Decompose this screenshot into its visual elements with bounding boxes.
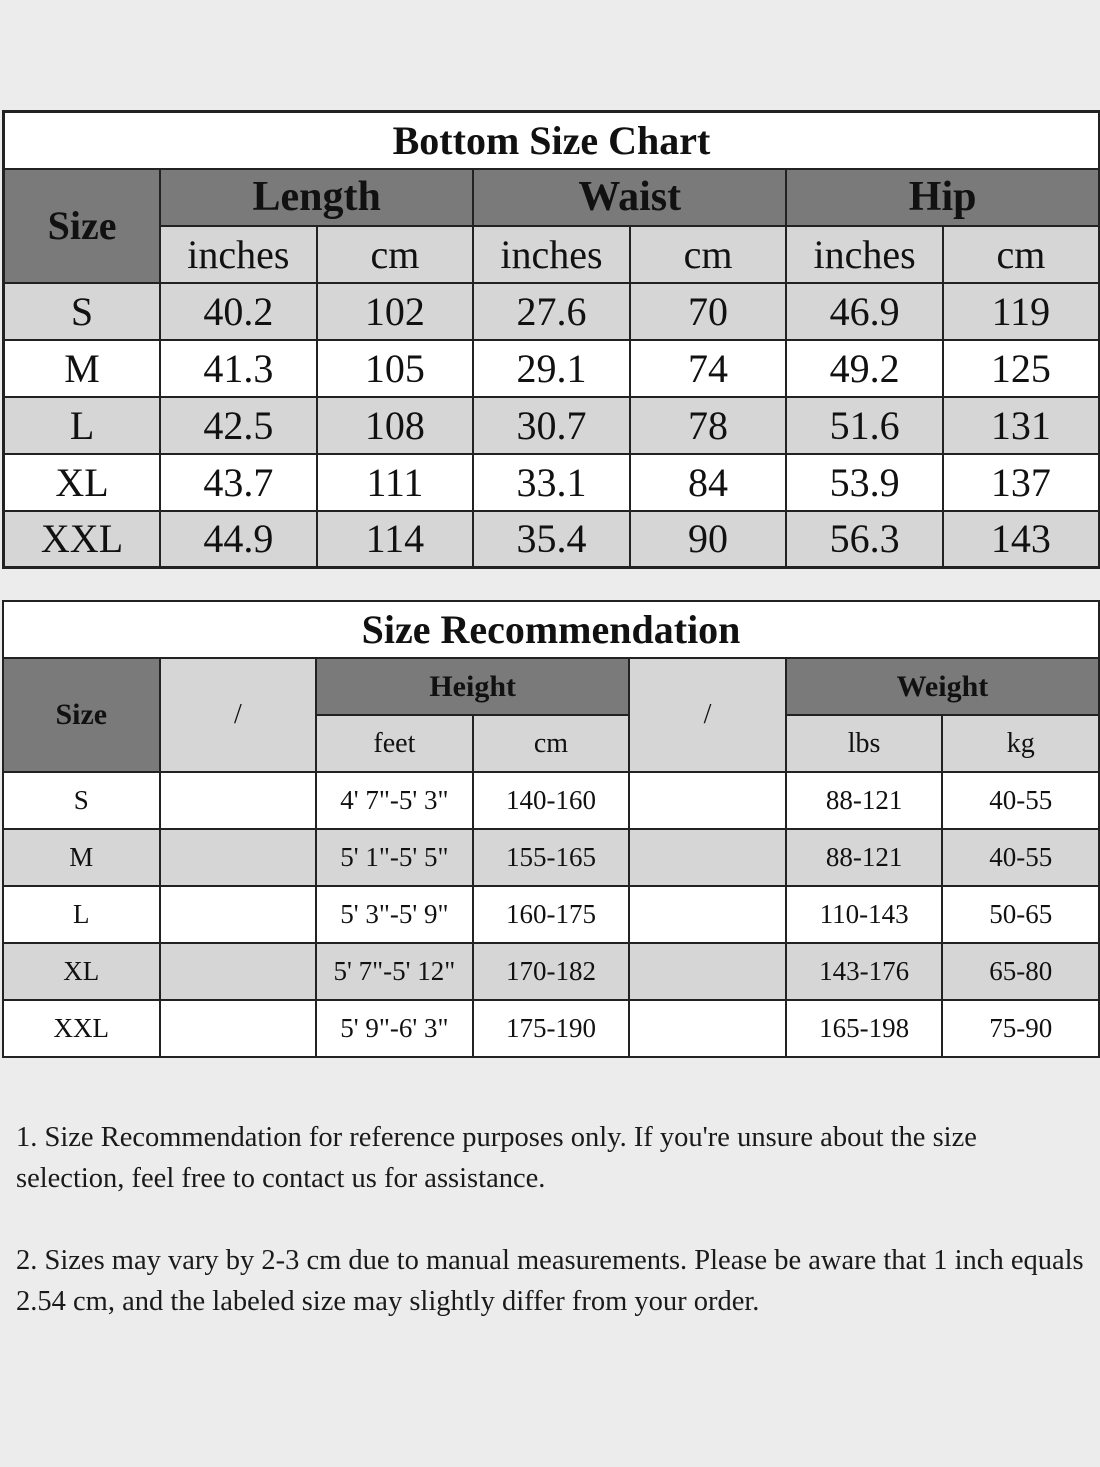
table-row bbox=[4, 283, 1100, 340]
table-cell: 42.5 bbox=[160, 397, 317, 454]
table-cell bbox=[629, 829, 786, 886]
table-row bbox=[3, 943, 1099, 1000]
table-cell: 4' 7"-5' 3" bbox=[316, 772, 473, 829]
table-cell bbox=[160, 886, 317, 943]
table-cell: 70 bbox=[630, 283, 787, 340]
unit-header: lbs bbox=[786, 715, 943, 772]
note-1: 1. Size Recommendation for reference purposes only. If you're unsure about the size selection, feel free to contact us for assistance. bbox=[16, 1122, 977, 1194]
table-cell: 143 bbox=[943, 511, 1100, 568]
table-row bbox=[4, 511, 1100, 568]
table-row bbox=[4, 454, 1100, 511]
height-header: Height bbox=[316, 658, 629, 715]
table-cell bbox=[160, 772, 317, 829]
table-cell: 110-143 bbox=[786, 886, 943, 943]
table-cell: 43.7 bbox=[160, 454, 317, 511]
table-cell: 65-80 bbox=[942, 943, 1099, 1000]
table-cell: 111 bbox=[317, 454, 474, 511]
table-row bbox=[4, 397, 1100, 454]
table-cell: 50-65 bbox=[942, 886, 1099, 943]
size-cell: M bbox=[3, 829, 160, 886]
table-cell: 160-175 bbox=[473, 886, 630, 943]
table-cell bbox=[160, 943, 317, 1000]
table-cell bbox=[160, 1000, 317, 1057]
table-cell: 35.4 bbox=[473, 511, 630, 568]
unit-header: inches bbox=[160, 226, 317, 283]
table-cell: 137 bbox=[943, 454, 1100, 511]
table-cell: 53.9 bbox=[786, 454, 943, 511]
table-cell: 90 bbox=[630, 511, 787, 568]
length-header: Length bbox=[160, 169, 473, 226]
bottom-size-chart-title: Bottom Size Chart bbox=[4, 112, 1100, 169]
size-recommendation-table bbox=[2, 600, 1100, 1058]
unit-header: cm bbox=[317, 226, 474, 283]
table-cell: 131 bbox=[943, 397, 1100, 454]
table-cell: 119 bbox=[943, 283, 1100, 340]
table-cell: 114 bbox=[317, 511, 474, 568]
size-cell: M bbox=[4, 340, 161, 397]
table-cell: 84 bbox=[630, 454, 787, 511]
table-cell: 105 bbox=[317, 340, 474, 397]
size-cell: XL bbox=[4, 454, 161, 511]
table-cell: 125 bbox=[943, 340, 1100, 397]
table-cell: 75-90 bbox=[942, 1000, 1099, 1057]
table-row bbox=[3, 772, 1099, 829]
table-cell bbox=[629, 772, 786, 829]
table-cell: 140-160 bbox=[473, 772, 630, 829]
table-cell: 33.1 bbox=[473, 454, 630, 511]
table-cell: 102 bbox=[317, 283, 474, 340]
table-cell: 51.6 bbox=[786, 397, 943, 454]
unit-header: inches bbox=[473, 226, 630, 283]
size-column-header: Size bbox=[4, 169, 161, 283]
slash-column-header: / bbox=[629, 658, 786, 772]
table-cell: 5' 3"-5' 9" bbox=[316, 886, 473, 943]
table-cell: 5' 7"-5' 12" bbox=[316, 943, 473, 1000]
table-cell: 175-190 bbox=[473, 1000, 630, 1057]
table-cell: 27.6 bbox=[473, 283, 630, 340]
hip-header: Hip bbox=[786, 169, 1099, 226]
size-cell: S bbox=[4, 283, 161, 340]
size-cell: XL bbox=[3, 943, 160, 1000]
table-row bbox=[4, 340, 1100, 397]
table-cell: 49.2 bbox=[786, 340, 943, 397]
weight-header: Weight bbox=[786, 658, 1099, 715]
size-column-header: Size bbox=[3, 658, 160, 772]
table-row bbox=[3, 1000, 1099, 1057]
table-cell: 78 bbox=[630, 397, 787, 454]
table-cell: 5' 1"-5' 5" bbox=[316, 829, 473, 886]
table-cell: 44.9 bbox=[160, 511, 317, 568]
bottom-size-chart-table bbox=[2, 110, 1100, 569]
size-cell: L bbox=[4, 397, 161, 454]
table-cell: 5' 9"-6' 3" bbox=[316, 1000, 473, 1057]
unit-header: inches bbox=[786, 226, 943, 283]
table-cell: 108 bbox=[317, 397, 474, 454]
size-cell: XXL bbox=[4, 511, 161, 568]
table-cell: 88-121 bbox=[786, 772, 943, 829]
table-cell: 46.9 bbox=[786, 283, 943, 340]
unit-header: cm bbox=[943, 226, 1100, 283]
waist-header: Waist bbox=[473, 169, 786, 226]
size-cell: L bbox=[3, 886, 160, 943]
table-cell: 74 bbox=[630, 340, 787, 397]
table-cell: 143-176 bbox=[786, 943, 943, 1000]
table-cell bbox=[160, 829, 317, 886]
table-cell: 88-121 bbox=[786, 829, 943, 886]
unit-header: feet bbox=[316, 715, 473, 772]
unit-header: cm bbox=[473, 715, 630, 772]
table-cell bbox=[629, 1000, 786, 1057]
table-row bbox=[3, 829, 1099, 886]
table-cell: 40-55 bbox=[942, 772, 1099, 829]
table-cell: 40.2 bbox=[160, 283, 317, 340]
slash-column-header: / bbox=[160, 658, 317, 772]
size-cell: S bbox=[3, 772, 160, 829]
table-cell bbox=[629, 886, 786, 943]
table-cell: 170-182 bbox=[473, 943, 630, 1000]
table-cell: 56.3 bbox=[786, 511, 943, 568]
note-2: 2. Sizes may vary by 2-3 cm due to manual measurements. Please be aware that 1 inch equals 2.54 cm, and the labeled size may slightly differ from your order. bbox=[16, 1245, 1084, 1317]
table-cell: 40-55 bbox=[942, 829, 1099, 886]
unit-header: cm bbox=[630, 226, 787, 283]
size-recommendation-title: Size Recommendation bbox=[3, 601, 1099, 658]
table-cell bbox=[629, 943, 786, 1000]
unit-header: kg bbox=[942, 715, 1099, 772]
table-cell: 165-198 bbox=[786, 1000, 943, 1057]
table-cell: 155-165 bbox=[473, 829, 630, 886]
table-cell: 41.3 bbox=[160, 340, 317, 397]
size-cell: XXL bbox=[3, 1000, 160, 1057]
table-cell: 30.7 bbox=[473, 397, 630, 454]
table-row bbox=[3, 886, 1099, 943]
table-cell: 29.1 bbox=[473, 340, 630, 397]
